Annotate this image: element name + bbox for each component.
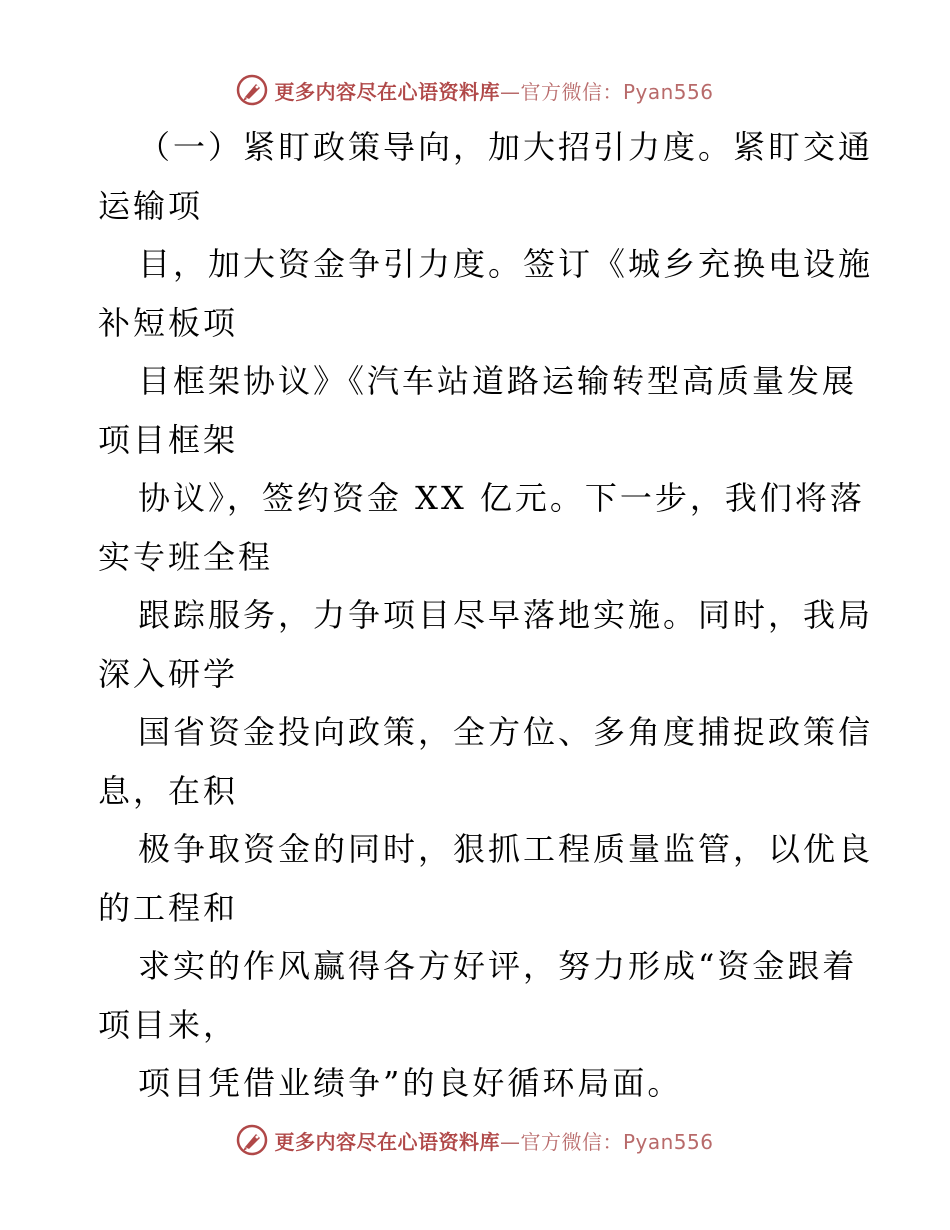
footer-watermark bbox=[236, 1124, 713, 1156]
watermark-main: 更多内容尽在心语资料库 bbox=[274, 1129, 500, 1154]
body-line: 运输项 bbox=[98, 186, 204, 225]
watermark-dash: — bbox=[499, 1129, 521, 1154]
body-line: 协议》，签约资金 XX 亿元。下一步，我们将落 bbox=[138, 479, 865, 517]
footer-watermark-banner bbox=[0, 1120, 950, 1160]
body-line: 补短板项 bbox=[98, 303, 239, 342]
body-line: 深入研学 bbox=[98, 654, 239, 693]
body-line: 实专班全程 bbox=[98, 537, 274, 576]
document-body bbox=[98, 118, 874, 1113]
body-line: 项目框架 bbox=[98, 420, 239, 459]
watermark-suffix: 官方微信：Pyan556 bbox=[520, 79, 714, 104]
body-line: 目框架协议》《汽车站道路运输转型高质量发展 bbox=[138, 362, 858, 400]
watermark-text bbox=[274, 1126, 713, 1155]
body-line: 息，在积 bbox=[98, 771, 239, 810]
body-line: 目，加大资金争引力度。签订《城乡充换电设施 bbox=[138, 245, 874, 283]
watermark-text bbox=[274, 76, 713, 105]
watermark-suffix: 官方微信：Pyan556 bbox=[520, 1129, 714, 1154]
body-line: （一）紧盯政策导向，加大招引力度。紧盯交通 bbox=[138, 128, 874, 166]
body-line: 跟踪服务，力争项目尽早落地实施。同时，我局 bbox=[138, 596, 874, 634]
watermark-dash: — bbox=[499, 79, 521, 104]
body-line: 极争取资金的同时，狠抓工程质量监管，以优良 bbox=[138, 830, 874, 868]
body-line: 项目来， bbox=[98, 1005, 239, 1044]
pen-nib-logo-icon bbox=[236, 74, 268, 106]
body-line: 的工程和 bbox=[98, 888, 239, 927]
pen-nib-logo-icon bbox=[236, 1124, 268, 1156]
body-line: 求实的作风赢得各方好评，努力形成“资金跟着 bbox=[138, 947, 858, 985]
header-watermark bbox=[236, 74, 713, 106]
body-line: 国省资金投向政策，全方位、多角度捕捉政策信 bbox=[138, 713, 874, 751]
body-line: 项目凭借业绩争”的良好循环局面。 bbox=[138, 1064, 683, 1102]
watermark-main: 更多内容尽在心语资料库 bbox=[274, 79, 500, 104]
header-watermark-banner bbox=[0, 70, 950, 110]
